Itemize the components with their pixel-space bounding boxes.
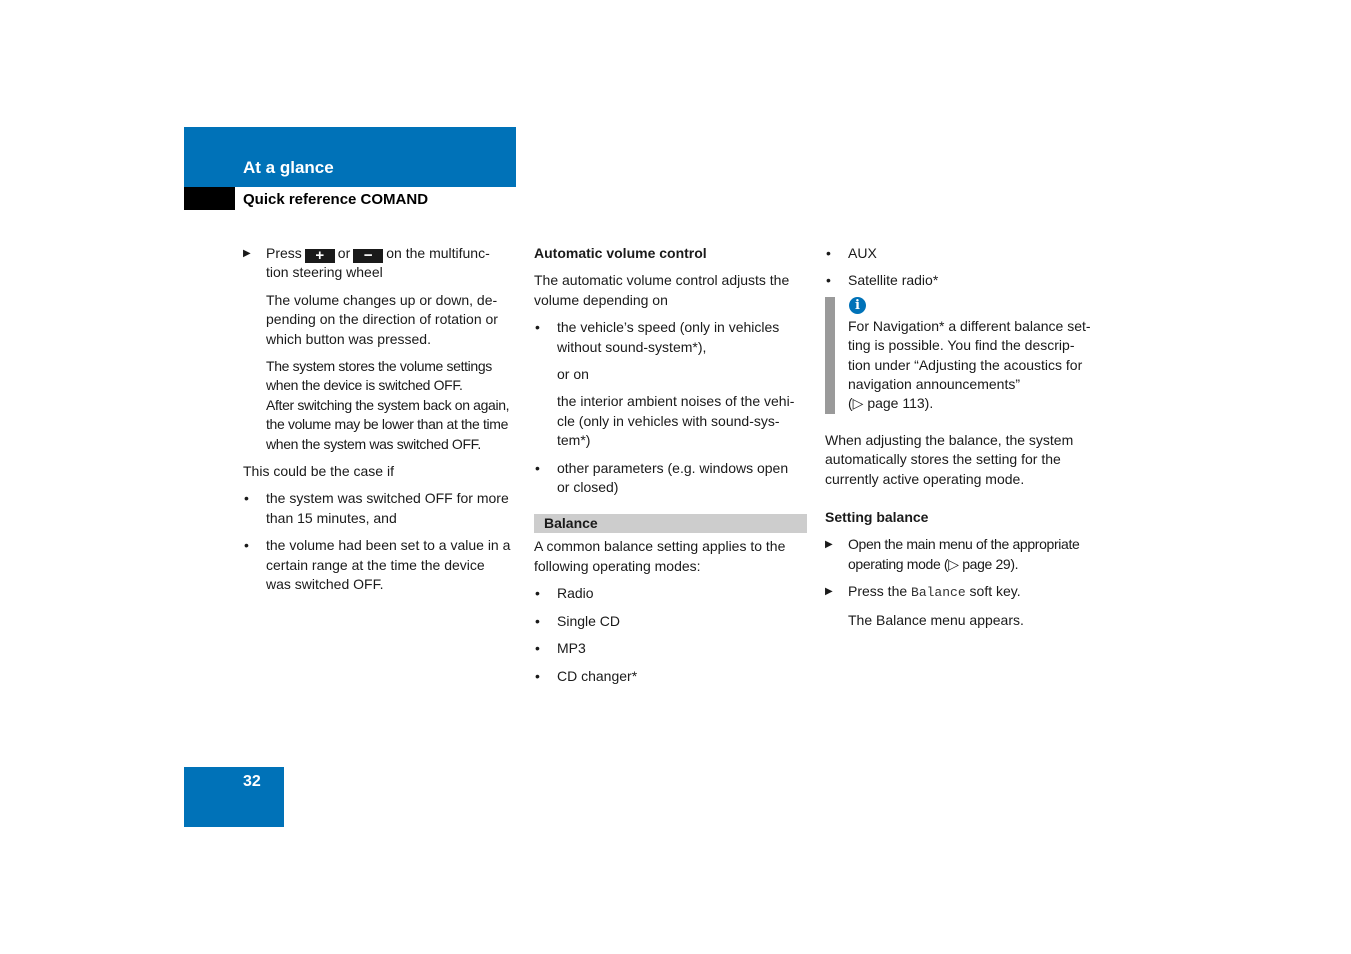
list-item: • Radio: [534, 584, 808, 603]
list-item: • the volume had been set to a value in a certain range at the time the device was switched OFF.: [244, 537, 511, 593]
section-title: At a glance: [243, 158, 334, 177]
balance-softkey-label: Balance: [911, 585, 966, 601]
volume-note: The system stores the volume settings when the device is switched OFF. After switching the system back on again, the volume may be lower than at the time when the system was switched OFF.: [266, 358, 510, 452]
balance-intro: A common balance setting applies to the following operating modes:: [534, 538, 786, 574]
or-on-text: or on: [557, 366, 589, 383]
list-item: • the system was switched OFF for more than 15 minutes, and: [244, 490, 509, 526]
column-1: [243, 244, 515, 603]
step-arrow-icon: ▶: [825, 586, 833, 598]
bullet-icon: •: [826, 272, 831, 289]
info-icon: i: [849, 297, 866, 314]
bullet-icon: •: [535, 319, 540, 336]
column-3: [825, 244, 1101, 638]
page-number-box: [184, 767, 284, 827]
auto-volume-heading: Automatic volume control: [534, 245, 707, 261]
auto-volume-intro: The automatic volume control adjusts the volume depending on: [534, 272, 790, 308]
list-item: • CD changer*: [534, 667, 808, 686]
ambient-noise-text: the interior ambient noises of the vehi- cle (only in vehicles with sound-sys- tem*): [557, 393, 795, 449]
bullet-icon: •: [535, 612, 540, 629]
bullet-icon: •: [244, 490, 249, 507]
list-item: • other parameters (e.g. windows open or closed): [535, 459, 789, 496]
list-item: • MP3: [534, 639, 808, 658]
list-item: • AUX: [825, 244, 1101, 263]
list-item: • Satellite radio*: [825, 271, 1101, 290]
bullet-icon: •: [244, 537, 249, 554]
balance-section-heading: Balance: [534, 514, 807, 533]
subsection-title: Quick reference COMAND: [243, 191, 429, 208]
step-press-volume: ▶ Press + or − on the multifunc- tion steering wheel: [243, 245, 490, 281]
bullet-icon: •: [535, 640, 540, 657]
plus-key-icon: +: [305, 249, 335, 263]
list-item: • the vehicle’s speed (only in vehicles without sound-system*),: [535, 319, 780, 355]
info-stripe: [825, 297, 835, 414]
step-open-menu: ▶ Open the main menu of the appropriate operating mode (▷ page 29).: [825, 536, 1080, 572]
step-result: The volume changes up or down, de- pending on the direction of rotation or which button was pressed.: [266, 291, 498, 347]
step-arrow-icon: ▶: [825, 539, 833, 551]
header-band: [184, 127, 516, 187]
bullet-icon: •: [535, 667, 540, 684]
list-item: • Single CD: [534, 612, 808, 631]
setting-balance-heading: Setting balance: [825, 509, 929, 526]
page-number: 32: [243, 773, 261, 790]
balance-menu-result: The Balance menu appears.: [848, 611, 1024, 628]
column-2: [534, 244, 808, 694]
case-text: This could be the case if: [243, 463, 394, 480]
minus-key-icon: −: [353, 249, 383, 263]
header-marker: [184, 187, 235, 210]
bullet-icon: •: [535, 585, 540, 602]
bullet-icon: •: [535, 459, 540, 476]
adjust-balance-text: When adjusting the balance, the system automatically stores the setting for the currently active operating mode.: [825, 431, 1074, 487]
step-press-balance: ▶ Press the Balance soft key.: [825, 583, 1021, 601]
bullet-icon: •: [826, 245, 831, 261]
step-arrow-icon: ▶: [243, 248, 251, 259]
info-note: i For Navigation* a different balance set- ting is possible. You find the descrip- tion under “Adjusting the acoustics for navigation announcements” (▷ page 113).: [825, 297, 1101, 414]
